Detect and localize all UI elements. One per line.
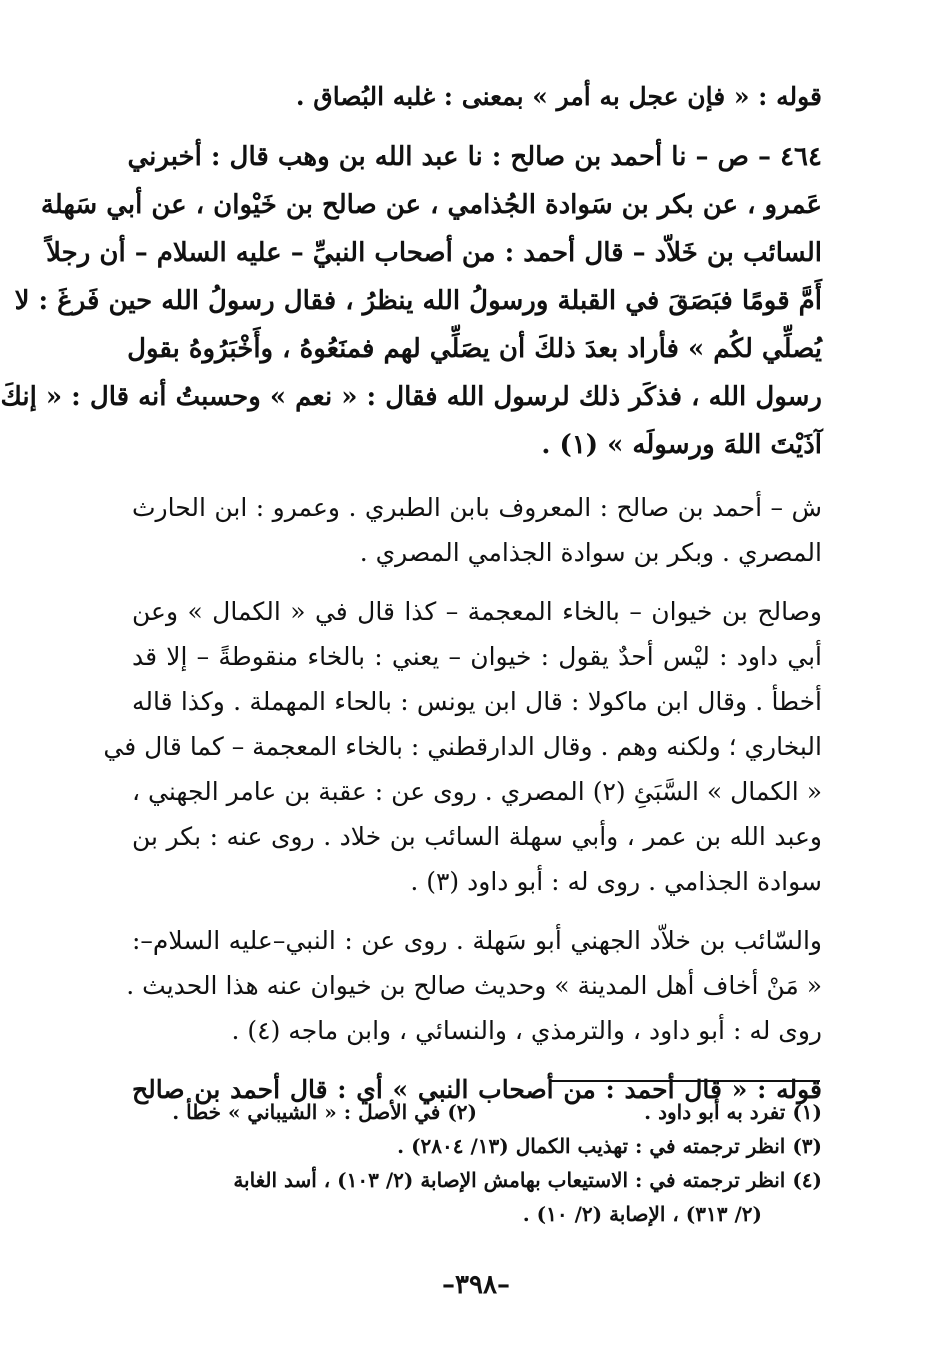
hadith-464 <box>0 133 822 469</box>
text-line: أخطأ . وقال ابن ماكولا : قال ابن يونس : بالحاء المهملة . وكذا قاله <box>132 687 822 716</box>
footnote-4-line-2: (٢/ ٣١٣) ، الإصابة (٢/ ١٠) . <box>522 1202 762 1226</box>
text-line: يُصلِّي لكُم » فأراد بعدَ ذلكَ أن يصَلِّي لهم فمنَعُوهُ ، وأَخْبَرُوهُ بقول <box>127 334 822 364</box>
text-line: سوادة الجذامي . روى له : أبو داود (٣) . <box>410 867 822 896</box>
text-line: أبي داود : ليْس أحدٌ يقول : خيوان – يعني : بالخاء منقوطةً – إلا قد <box>132 642 822 671</box>
footnotes <box>132 1095 822 1231</box>
text-line: والسّائب بن خلاّد الجهني أبو سَهلة . روى عن : النبي–عليه السلام–: <box>132 926 822 955</box>
text-line: « الكمال » السَّبَئِ (٢) المصري . روى عن : عقبة بن عامر الجهني ، <box>132 777 823 806</box>
sharh-paragraph-3 <box>126 918 822 1053</box>
page-number: –٣٩٨– <box>442 1270 510 1300</box>
footnote-row <box>132 1095 822 1129</box>
text-line: عَمرو ، عن بكر بن سَوادة الجُذامي ، عن صالح بن خَيْوان ، عن أبي سَهلة <box>40 190 822 220</box>
footnote-2: (٢) في الأصل : « الشيباني » خطأ . <box>172 1100 477 1124</box>
text-line: قوله : « فإن عجل به أمر » بمعنى : غلبه البُصاق . <box>295 82 822 111</box>
footnote-1: (١) تفرد به أبو داود . <box>644 1100 822 1124</box>
sharh-paragraph-2 <box>103 589 823 904</box>
text-line: البخاري ؛ ولكنه وهم . وقال الدارقطني : بالخاء المعجمة – كما قال في <box>103 732 822 761</box>
text-line: ٤٦٤ – ص – نا أحمد بن صالح : نا عبد الله بن وهب قال : أخبرني <box>127 142 822 172</box>
text-line: المصري . وبكر بن سوادة الجذامي المصري . <box>359 538 822 567</box>
page-body <box>0 74 823 1126</box>
text-line: وصالح بن خيوان – بالخاء المعجمة – كذا قال في « الكمال » وعن <box>132 597 822 626</box>
intro-paragraph <box>132 74 822 119</box>
text-line: آذَيْتَ اللهَ ورسولَه » (١) . <box>541 430 822 460</box>
text-line: وعبد الله بن عمر ، وأبي سهلة السائب بن خلاد . روى عنه : بكر بن <box>132 822 822 851</box>
text-line: أَمَّ قومًا فبَصَقَ في القبلة ورسولُ الله ينظرُ ، فقال رسولُ الله حين فَرغَ : لا <box>14 286 822 316</box>
footnote-divider <box>550 1080 820 1082</box>
text-line: رسول الله ، فذكَر ذلك لرسول الله فقال : « نعم » وحسبتُ أنه قال : « إنكَ <box>0 382 822 412</box>
text-line: ش – أحمد بن صالح : المعروف بابن الطبري . وعمرو : ابن الحارث <box>132 493 822 522</box>
text-line: السائب بن خَلاّد – قال أحمد : من أصحاب النبيِّ – عليه السلام – أن رجلاً <box>46 238 822 268</box>
text-line: روى له : أبو داود ، والترمذي ، والنسائي ، وابن ماجه (٤) . <box>231 1016 822 1045</box>
text-line: « مَنْ أخاف أهل المدينة » وحديث صالح بن خيوان عنه هذا الحديث . <box>126 971 822 1000</box>
text-line: قوله : « قال أحمد : من أصحاب النبي » أي : قال أحمد بن صالح <box>132 1075 822 1104</box>
sharh-paragraph-1 <box>132 485 822 575</box>
footnote-3: (٣) انظر ترجمته في : تهذيب الكمال (١٣/ ٢٨٠٤) . <box>397 1134 822 1158</box>
footnote-4-line-1: (٤) انظر ترجمته في : الاستيعاب بهامش الإصابة (٢/ ١٠٣) ، أسد الغابة <box>233 1168 822 1192</box>
